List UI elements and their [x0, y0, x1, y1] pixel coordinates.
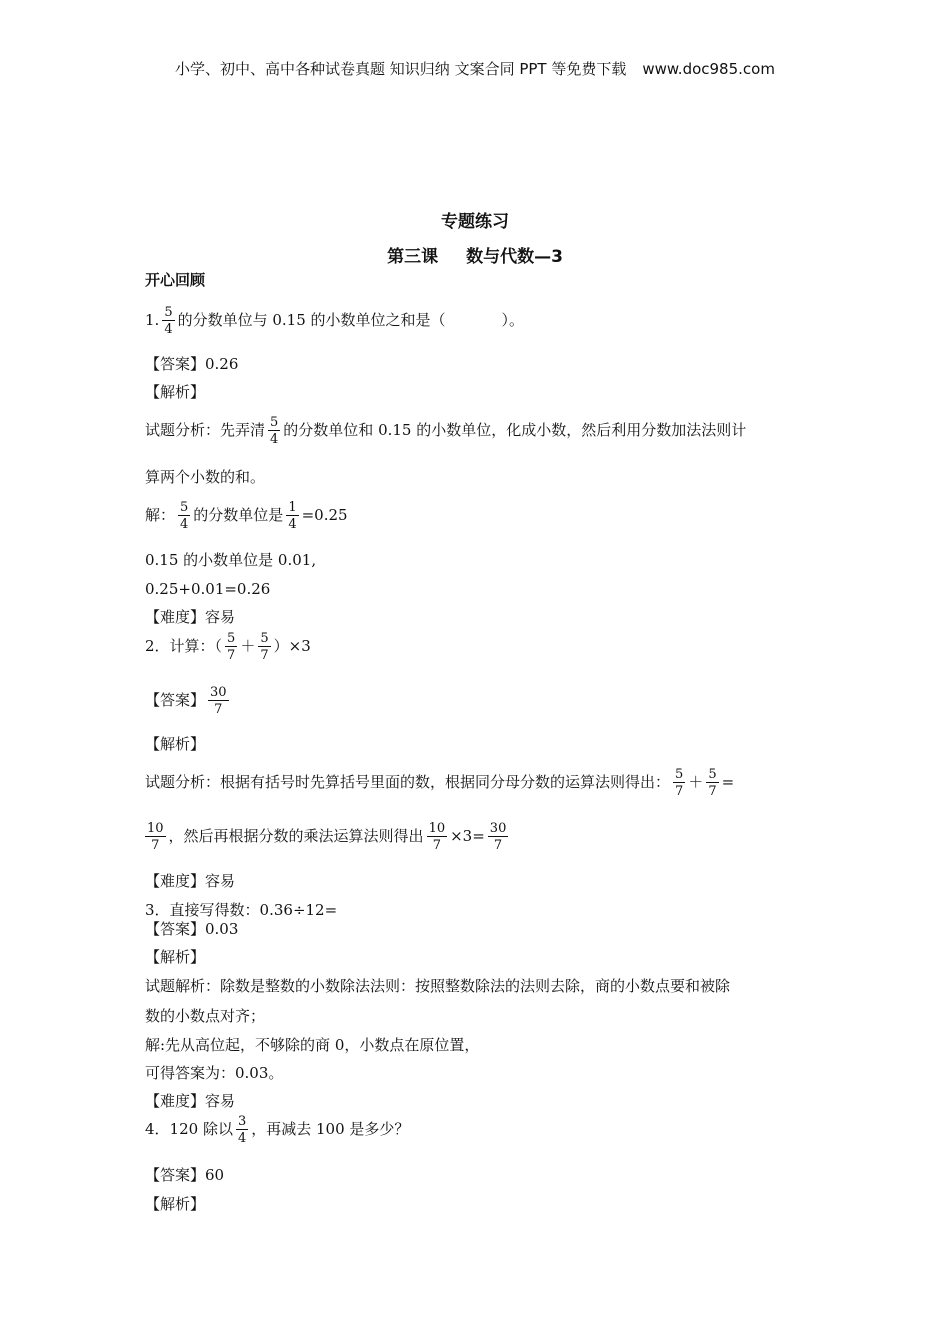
q3-difficulty: 【难度】容易 — [145, 1092, 236, 1110]
q1-solution-line2: 0.15 的小数单位是 0.01, — [145, 551, 317, 569]
fraction: $\frac{5}{7}$ — [260, 631, 269, 663]
q1-analysis-line2: 算两个小数的和。 — [145, 468, 266, 486]
times-equals: ×3= — [450, 827, 485, 845]
question-1 — [145, 306, 524, 336]
q3-analysis-line2: 数的小数点对齐； — [145, 1007, 266, 1025]
q4-text: 4．120 除以 — [145, 1120, 233, 1138]
q4-analysis-label: 【解析】 — [145, 1195, 206, 1213]
q1-solution-text: =0.25 — [301, 506, 348, 524]
q2-analysis-line1 — [145, 768, 734, 798]
fraction: $\frac{10}{7}$ — [428, 821, 446, 853]
fraction: $\frac{3}{4}$ — [237, 1114, 247, 1146]
q1-solution-line1 — [145, 501, 348, 531]
fraction: $\frac{30}{7}$ — [210, 685, 227, 717]
q4-answer: 【答案】60 — [145, 1166, 225, 1184]
q1-analysis-text: 试题分析：先弄清 — [145, 421, 266, 439]
q4-text-end: ，再减去 100 是多少？ — [251, 1120, 410, 1138]
header-text: 小学、初中、高中各种试卷真题 知识归纳 文案合同 PPT 等免费下载 — [175, 60, 627, 78]
q2-answer — [145, 686, 232, 716]
page-title: 专题练习 — [441, 212, 509, 232]
q2-analysis-line2 — [145, 822, 511, 852]
q1-difficulty: 【难度】容易 — [145, 608, 236, 626]
plus-sign: ＋ — [688, 773, 704, 791]
lesson-title — [0, 242, 950, 267]
q3-answer: 【答案】0.03 — [145, 920, 239, 938]
q1-number: 1. — [145, 311, 160, 329]
q2-text-end: ）×3 — [273, 637, 311, 655]
q2-analysis-text: ，然后再根据分数的乘法运算法则得出 — [168, 827, 424, 845]
question-2 — [145, 632, 311, 662]
plus-sign: ＋ — [240, 637, 256, 655]
q3-analysis-line4: 可得答案为：0.03。 — [145, 1064, 284, 1082]
section-heading: 开心回顾 — [145, 271, 206, 289]
lesson-number: 第三课 — [387, 247, 439, 267]
question-3: 3．直接写得数：0.36÷12= — [145, 901, 338, 919]
question-4 — [145, 1115, 409, 1145]
q2-answer-label: 【答案】 — [145, 691, 206, 709]
q1-analysis-line1 — [145, 416, 746, 446]
q1-solution-text: 的分数单位是 — [193, 506, 284, 524]
q3-analysis-line3: 解:先从高位起，不够除的商 0，小数点在原位置， — [145, 1036, 480, 1054]
fraction: $\frac{5}{7}$ — [227, 631, 236, 663]
q1-text-end: ）。 — [501, 311, 525, 329]
q1-solution-text: 解： — [145, 506, 176, 524]
q1-text: 的分数单位与 0.15 的小数单位之和是（ — [177, 311, 446, 329]
q2-analysis-label: 【解析】 — [145, 735, 206, 753]
q1-analysis-text: 的分数单位和 0.15 的小数单位，化成小数，然后利用分数加法法则计 — [283, 421, 747, 439]
equals-sign: = — [721, 773, 735, 791]
fraction: $\frac{1}{4}$ — [288, 500, 297, 532]
fraction: $\frac{10}{7}$ — [147, 821, 164, 853]
q2-difficulty: 【难度】容易 — [145, 872, 236, 890]
fraction: $\frac{30}{7}$ — [489, 821, 507, 853]
header-site: www.doc985.com — [642, 60, 775, 78]
lesson-topic: 数与代数—3 — [466, 247, 563, 267]
q1-analysis-label: 【解析】 — [145, 383, 206, 401]
q3-analysis-line1: 试题解析：除数是整数的小数除法法则：按照整数除法的法则去除，商的小数点要和被除 — [145, 977, 731, 995]
page-header — [0, 58, 950, 79]
q1-solution-line3: 0.25+0.01=0.26 — [145, 580, 271, 598]
q3-analysis-label: 【解析】 — [145, 948, 206, 966]
fraction: $\frac{5}{4}$ — [180, 500, 189, 532]
q2-text: 2．计算：（ — [145, 637, 223, 655]
q1-answer: 【答案】0.26 — [145, 355, 239, 373]
fraction: $\frac{5}{4}$ — [164, 305, 173, 337]
fraction: $\frac{5}{7}$ — [675, 767, 684, 799]
fraction: $\frac{5}{4}$ — [270, 415, 279, 447]
fraction: $\frac{5}{7}$ — [708, 767, 717, 799]
q2-analysis-text: 试题分析：根据有括号时先算括号里面的数，根据同分母分数的运算法则得出： — [145, 773, 671, 791]
